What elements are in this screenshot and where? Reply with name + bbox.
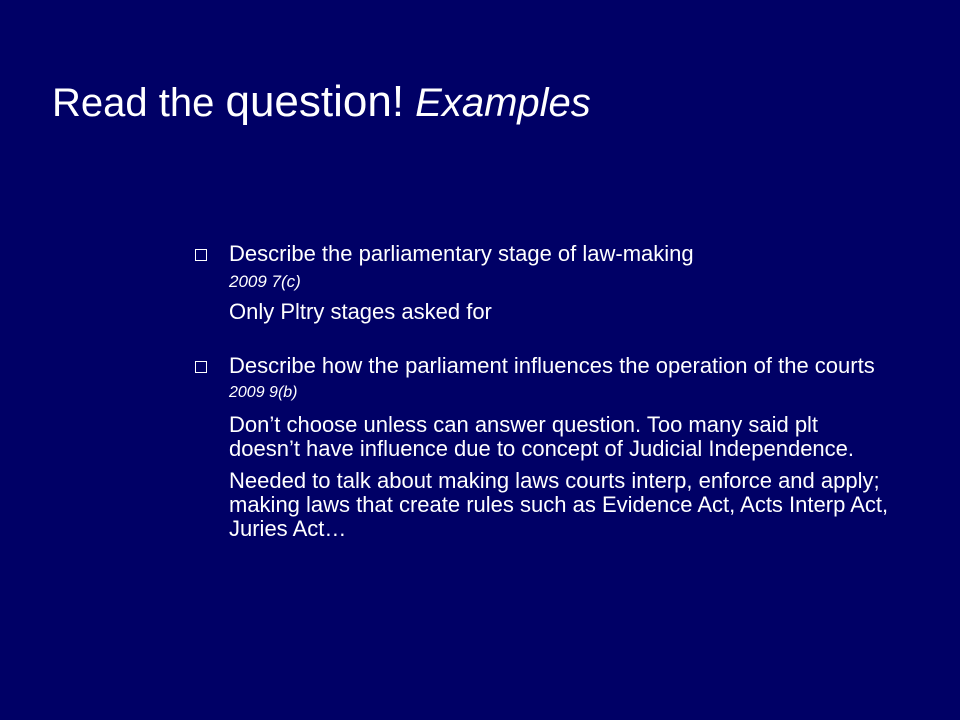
bullet-heading: Describe the parliamentary stage of law-making [229, 241, 694, 266]
slide-content [193, 242, 893, 541]
bullet-reference: 2009 7(c) [229, 272, 301, 291]
title-part-2: question! [225, 77, 405, 126]
slide-title [52, 76, 591, 129]
square-bullet-icon [195, 249, 207, 261]
bullet-heading: Describe how the parliament influences the operation of the courts [229, 353, 875, 378]
bullet-item-1 [193, 242, 893, 324]
title-part-1: Read the [52, 81, 226, 125]
bullet-note: Don’t choose unless can answer question. Too many said plt doesn’t have influence due to concept of Judicial Independence. [229, 412, 855, 461]
square-bullet-icon [195, 361, 207, 373]
title-part-3: Examples [404, 81, 591, 125]
bullet-heading-wrap [229, 354, 893, 405]
bullet-item-2 [193, 354, 893, 541]
bullet-note: Needed to talk about making laws courts interp, enforce and apply; making laws that create rules such as Evidence Act, Acts Interp Act, Juries Act… [229, 468, 889, 541]
bullet-reference: 2009 9(b) [229, 384, 298, 401]
bullet-note: Only Pltry stages asked for [229, 299, 492, 324]
